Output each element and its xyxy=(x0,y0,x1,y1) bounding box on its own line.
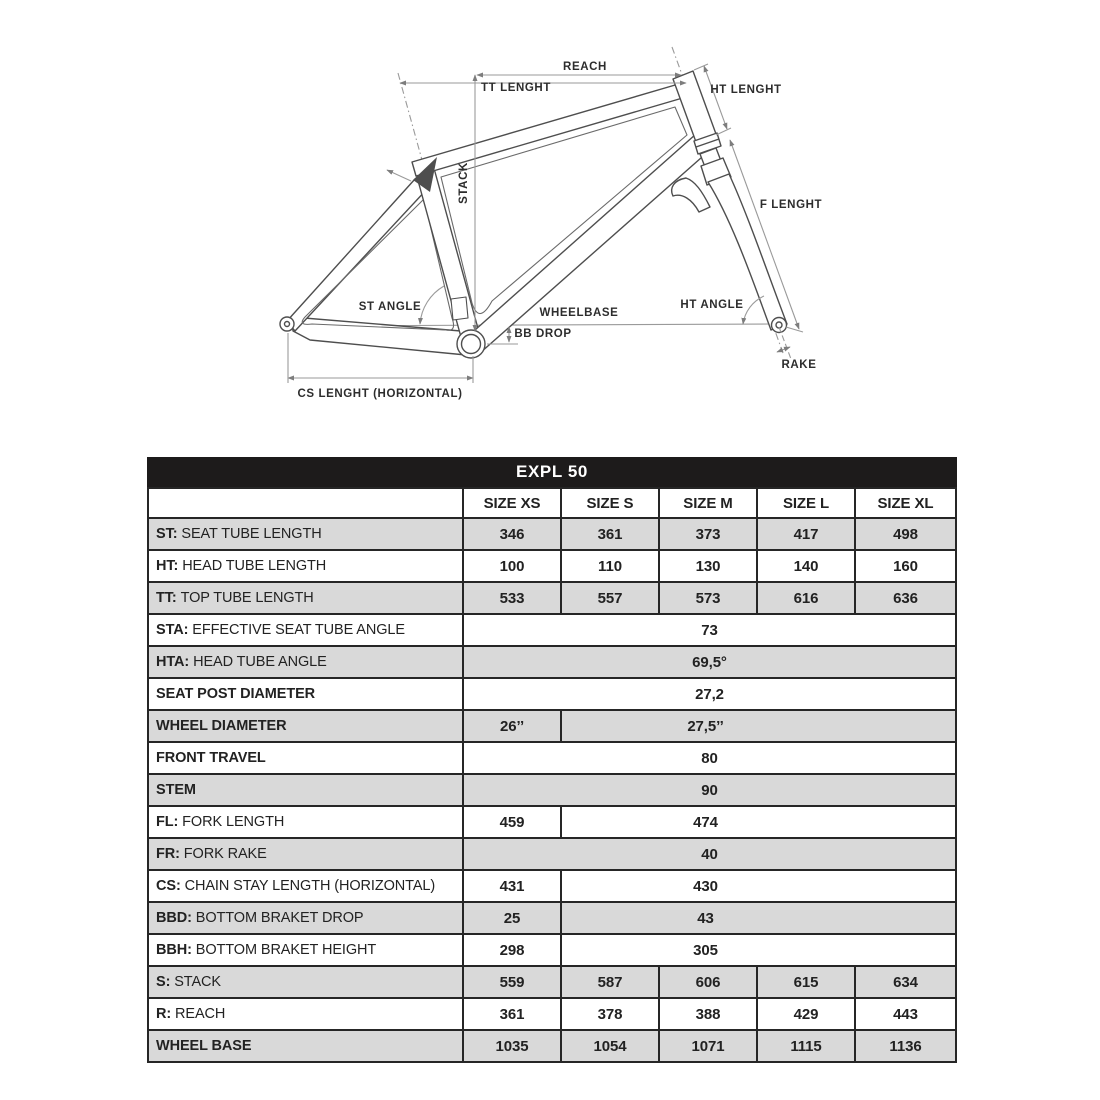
spec-value: 498 xyxy=(855,518,956,550)
spec-value: 429 xyxy=(757,998,855,1030)
spec-value: 27,5’’ xyxy=(561,710,956,742)
size-header-xs: SIZE XS xyxy=(463,488,561,518)
spec-value: 616 xyxy=(757,582,855,614)
size-header-row xyxy=(148,488,956,518)
spec-row-label: FL: FORK LENGTH xyxy=(148,806,463,838)
spec-row-label: S: STACK xyxy=(148,966,463,998)
fork-arch xyxy=(672,178,710,212)
spec-value: 110 xyxy=(561,550,659,582)
rear-dropout-hole xyxy=(285,322,290,327)
spec-value: 26’’ xyxy=(463,710,561,742)
spec-row-label: BBD: BOTTOM BRAKET DROP xyxy=(148,902,463,934)
spec-row-label: ST: SEAT TUBE LENGTH xyxy=(148,518,463,550)
size-header-xl: SIZE XL xyxy=(855,488,956,518)
spec-row xyxy=(148,614,956,646)
spec-value: 1136 xyxy=(855,1030,956,1062)
frame-tubes xyxy=(287,71,716,355)
seat-tube xyxy=(414,161,482,348)
spec-value: 373 xyxy=(659,518,757,550)
spec-row-label: R: REACH xyxy=(148,998,463,1030)
spec-value: 1054 xyxy=(561,1030,659,1062)
spec-value: 1115 xyxy=(757,1030,855,1062)
frame-geometry-diagram xyxy=(0,0,1100,450)
spec-row xyxy=(148,678,956,710)
spec-row xyxy=(148,710,956,742)
spec-row-label: BBH: BOTTOM BRAKET HEIGHT xyxy=(148,934,463,966)
spec-value: 40 xyxy=(463,838,956,870)
rake-dim xyxy=(777,347,790,352)
size-header-m: SIZE M xyxy=(659,488,757,518)
table-title: EXPL 50 xyxy=(147,457,957,487)
spec-value: 73 xyxy=(463,614,956,646)
spec-row xyxy=(148,934,956,966)
spec-value: 27,2 xyxy=(463,678,956,710)
spec-value: 430 xyxy=(561,870,956,902)
spec-value: 417 xyxy=(757,518,855,550)
geometry-table xyxy=(147,457,957,1063)
spec-row-label: CS: CHAIN STAY LENGTH (HORIZONTAL) xyxy=(148,870,463,902)
spec-value: 100 xyxy=(463,550,561,582)
spec-value: 346 xyxy=(463,518,561,550)
front-triangle-contour xyxy=(441,107,687,314)
spec-row xyxy=(148,582,956,614)
spec-value: 1071 xyxy=(659,1030,757,1062)
spec-row-label: SEAT POST DIAMETER xyxy=(148,678,463,710)
spec-row-label: HT: HEAD TUBE LENGTH xyxy=(148,550,463,582)
spec-value: 140 xyxy=(757,550,855,582)
spec-value: 25 xyxy=(463,902,561,934)
spec-value: 443 xyxy=(855,998,956,1030)
spec-row xyxy=(148,774,956,806)
spec-row xyxy=(148,1030,956,1062)
spec-value: 587 xyxy=(561,966,659,998)
label-st-angle: ST ANGLE xyxy=(358,301,422,313)
spec-row xyxy=(148,998,956,1030)
spec-row xyxy=(148,550,956,582)
spec-value: 636 xyxy=(855,582,956,614)
spec-value: 160 xyxy=(855,550,956,582)
spec-value: 573 xyxy=(659,582,757,614)
label-reach: REACH xyxy=(563,61,607,73)
size-header-s: SIZE S xyxy=(561,488,659,518)
down-tube xyxy=(466,134,710,353)
spec-row-label: TT: TOP TUBE LENGTH xyxy=(148,582,463,614)
label-wheelbase: WHEELBASE xyxy=(539,307,619,319)
geometry-spec-grid xyxy=(147,487,957,1063)
empty-header-cell xyxy=(148,488,463,518)
label-ht-angle: HT ANGLE xyxy=(680,299,744,311)
spec-row xyxy=(148,742,956,774)
spec-row-label: HTA: HEAD TUBE ANGLE xyxy=(148,646,463,678)
spec-value: 559 xyxy=(463,966,561,998)
chain-stay xyxy=(292,317,466,355)
spec-value: 43 xyxy=(561,902,956,934)
label-cs-lenght: CS LENGHT (HORIZONTAL) xyxy=(297,388,463,400)
spec-row xyxy=(148,646,956,678)
spec-row-label: STA: EFFECTIVE SEAT TUBE ANGLE xyxy=(148,614,463,646)
label-rake: RAKE xyxy=(781,359,817,371)
st-angle-arc xyxy=(420,286,444,324)
spec-row-label: WHEEL BASE xyxy=(148,1030,463,1062)
spec-row xyxy=(148,838,956,870)
size-header-l: SIZE L xyxy=(757,488,855,518)
seat-tube-notch xyxy=(451,297,468,320)
spec-value: 305 xyxy=(561,934,956,966)
bike-frame-drawing xyxy=(0,0,1100,450)
spec-row xyxy=(148,966,956,998)
spec-row-label: WHEEL DIAMETER xyxy=(148,710,463,742)
spec-value: 361 xyxy=(463,998,561,1030)
spec-value: 130 xyxy=(659,550,757,582)
spec-value: 634 xyxy=(855,966,956,998)
spec-value: 69,5° xyxy=(463,646,956,678)
spec-value: 431 xyxy=(463,870,561,902)
spec-value: 80 xyxy=(463,742,956,774)
spec-value: 557 xyxy=(561,582,659,614)
label-tt-lenght: TT LENGHT xyxy=(481,82,551,94)
spec-value: 90 xyxy=(463,774,956,806)
spec-value: 1035 xyxy=(463,1030,561,1062)
label-f-lenght: F LENGHT xyxy=(759,199,823,211)
spec-value: 388 xyxy=(659,998,757,1030)
spec-value: 298 xyxy=(463,934,561,966)
spec-row xyxy=(148,870,956,902)
label-ht-lenght: HT LENGHT xyxy=(710,84,782,96)
label-bb-drop: BB DROP xyxy=(514,328,572,340)
spec-value: 474 xyxy=(561,806,956,838)
spec-value: 533 xyxy=(463,582,561,614)
spec-value: 606 xyxy=(659,966,757,998)
bottom-bracket-shell xyxy=(462,335,481,354)
spec-value: 378 xyxy=(561,998,659,1030)
label-stack: STACK xyxy=(458,162,470,204)
spec-value: 361 xyxy=(561,518,659,550)
spec-row-label: FR: FORK RAKE xyxy=(148,838,463,870)
spec-row-label: FRONT TRAVEL xyxy=(148,742,463,774)
spec-value: 459 xyxy=(463,806,561,838)
spec-row xyxy=(148,902,956,934)
spec-row xyxy=(148,806,956,838)
spec-value: 615 xyxy=(757,966,855,998)
top-tube xyxy=(412,83,686,176)
spec-row-label: STEM xyxy=(148,774,463,806)
spec-row xyxy=(148,518,956,550)
